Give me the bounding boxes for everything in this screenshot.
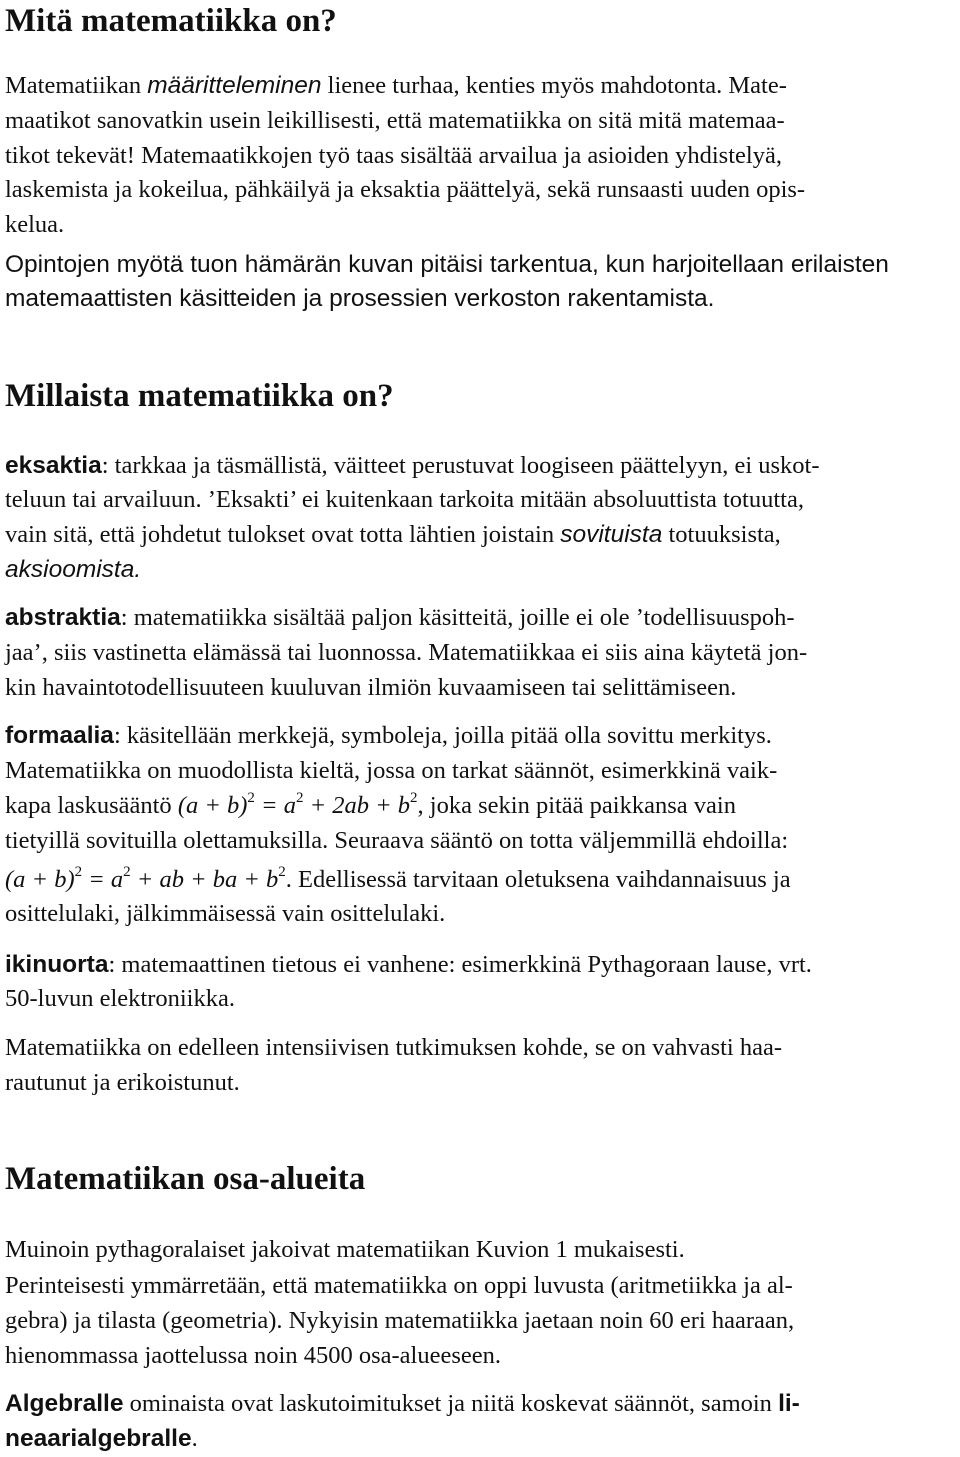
text-line: Perinteisesti ymmärretään, että matematiikka on oppi luvusta (aritmetiikka ja al- <box>5 1272 793 1299</box>
text-line: Matematiikka on edelleen intensiivisen tutkimuksen kohde, se on vahvasti haa- <box>5 1034 783 1061</box>
term-label: formaalia <box>5 722 114 749</box>
text-line: formaalia: käsitellään merkkejä, symboleja, joilla pitää olla sovittu merkitys. <box>5 722 772 749</box>
emphasis: sovituista <box>560 521 663 548</box>
text-line: Matematiikka on muodollista kieltä, jossa on tarkat säännöt, esimerkkinä vaik- <box>5 757 778 784</box>
text-line: tietyillä sovituilla olettamuksilla. Seuraava sääntö on totta väljemmillä ehdoilla: <box>5 827 789 854</box>
term-label: eksaktia <box>5 452 102 479</box>
text-line: gebra) ja tilasta (geometria). Nykyisin matematiikka jaetaan noin 60 eri haaraan, <box>5 1307 795 1334</box>
text-line: teluun tai arvailuun. ’Eksakti’ ei kuitenkaan tarkoita mitään absoluuttista totuutta, <box>5 486 804 513</box>
text-line: neaarialgebralle. <box>5 1425 198 1452</box>
math-expression: $(a + b)^2 = a^2$ + ab + ba + $b^2$ <box>5 863 286 893</box>
text-line: matemaattisten käsitteiden ja prosessien verkoston rakentamista. <box>5 285 715 312</box>
term-label: neaarialgebralle <box>5 1425 192 1452</box>
text-line: Muinoin pythagoralaiset jakoivat matematiikan Kuvion 1 mukaisesti. <box>5 1236 685 1263</box>
heading-what-is-math: Mitä matematiikka on? <box>5 3 337 39</box>
text-line: laskemista ja kokeilua, pähkäilyä ja eksaktia päättelyä, sekä runsaasti uuden opis- <box>5 176 806 203</box>
text-line: eksaktia: tarkkaa ja täsmällistä, väitteet perustuvat loogiseen päättelyyn, ei uskot- <box>5 452 820 479</box>
math-expression: $(a + b)^2 = a^2 + 2ab + b^2$ <box>177 789 418 819</box>
text-line: Algebralle ominaista ovat laskutoimitukset ja niitä koskevat säännöt, samoin li- <box>5 1390 800 1417</box>
text-line: Opintojen myötä tuon hämärän kuvan pitäisi tarkentua, kun harjoitellaan erilaisten <box>5 251 889 278</box>
term-label: abstraktia <box>5 604 121 631</box>
text-line: kelua. <box>5 211 65 238</box>
text-line: ikinuorta: matemaattinen tietous ei vanhene: esimerkkinä Pythagoraan lause, vrt. <box>5 951 812 978</box>
text-line: $(a + b)^2 = a^2$ + ab + ba + $b^2$. Edellisessä tarvitaan oletuksena vaihdannaisuus ja <box>5 863 791 893</box>
text-line: osittelulaki, jälkimmäisessä vain osittelulaki. <box>5 900 446 927</box>
term-label: li- <box>778 1390 800 1417</box>
text-line: Matematiikan määritteleminen lienee turhaa, kenties myös mahdotonta. Mate- <box>5 72 787 99</box>
emphasis: määritteleminen <box>147 72 322 99</box>
text-line: rautunut ja erikoistunut. <box>5 1069 240 1096</box>
heading-math-subfields: Matematiikan osa-alueita <box>5 1161 366 1197</box>
text-line: 50-luvun elektroniikka. <box>5 985 235 1012</box>
text-line: vain sitä, että johdetut tulokset ovat totta lähtien joistain sovituista totuuksista, <box>5 521 781 548</box>
text-line: kin havaintotodellisuuteen kuuluvan ilmiön kuvaamiseen tai selittämiseen. <box>5 674 737 701</box>
text-line: kapa laskusääntö $(a + b)^2 = a^2 + 2ab + b^2$, joka sekin pitää paikkansa vain <box>5 789 736 819</box>
heading-what-kind-is-math: Millaista matematiikka on? <box>5 378 394 414</box>
text-line: jaa’, siis vastinetta elämässä tai luonnossa. Matematiikkaa ei siis aina käytetä jon- <box>5 639 808 666</box>
text-line: aksioomista. <box>5 556 142 583</box>
text-line: maatikot sanovatkin usein leikillisesti, että matematiikka on sitä mitä matemaa- <box>5 107 785 134</box>
text-line: hienommassa jaottelussa noin 4500 osa-alueeseen. <box>5 1342 501 1369</box>
text-line: tikot tekevät! Matemaatikkojen työ taas sisältää arvailua ja asioiden yhdistelyä, <box>5 142 782 169</box>
term-label: Algebralle <box>5 1390 124 1417</box>
text-line: abstraktia: matematiikka sisältää paljon käsitteitä, joille ei ole ’todellisuuspoh- <box>5 604 795 631</box>
term-label: ikinuorta <box>5 951 109 978</box>
